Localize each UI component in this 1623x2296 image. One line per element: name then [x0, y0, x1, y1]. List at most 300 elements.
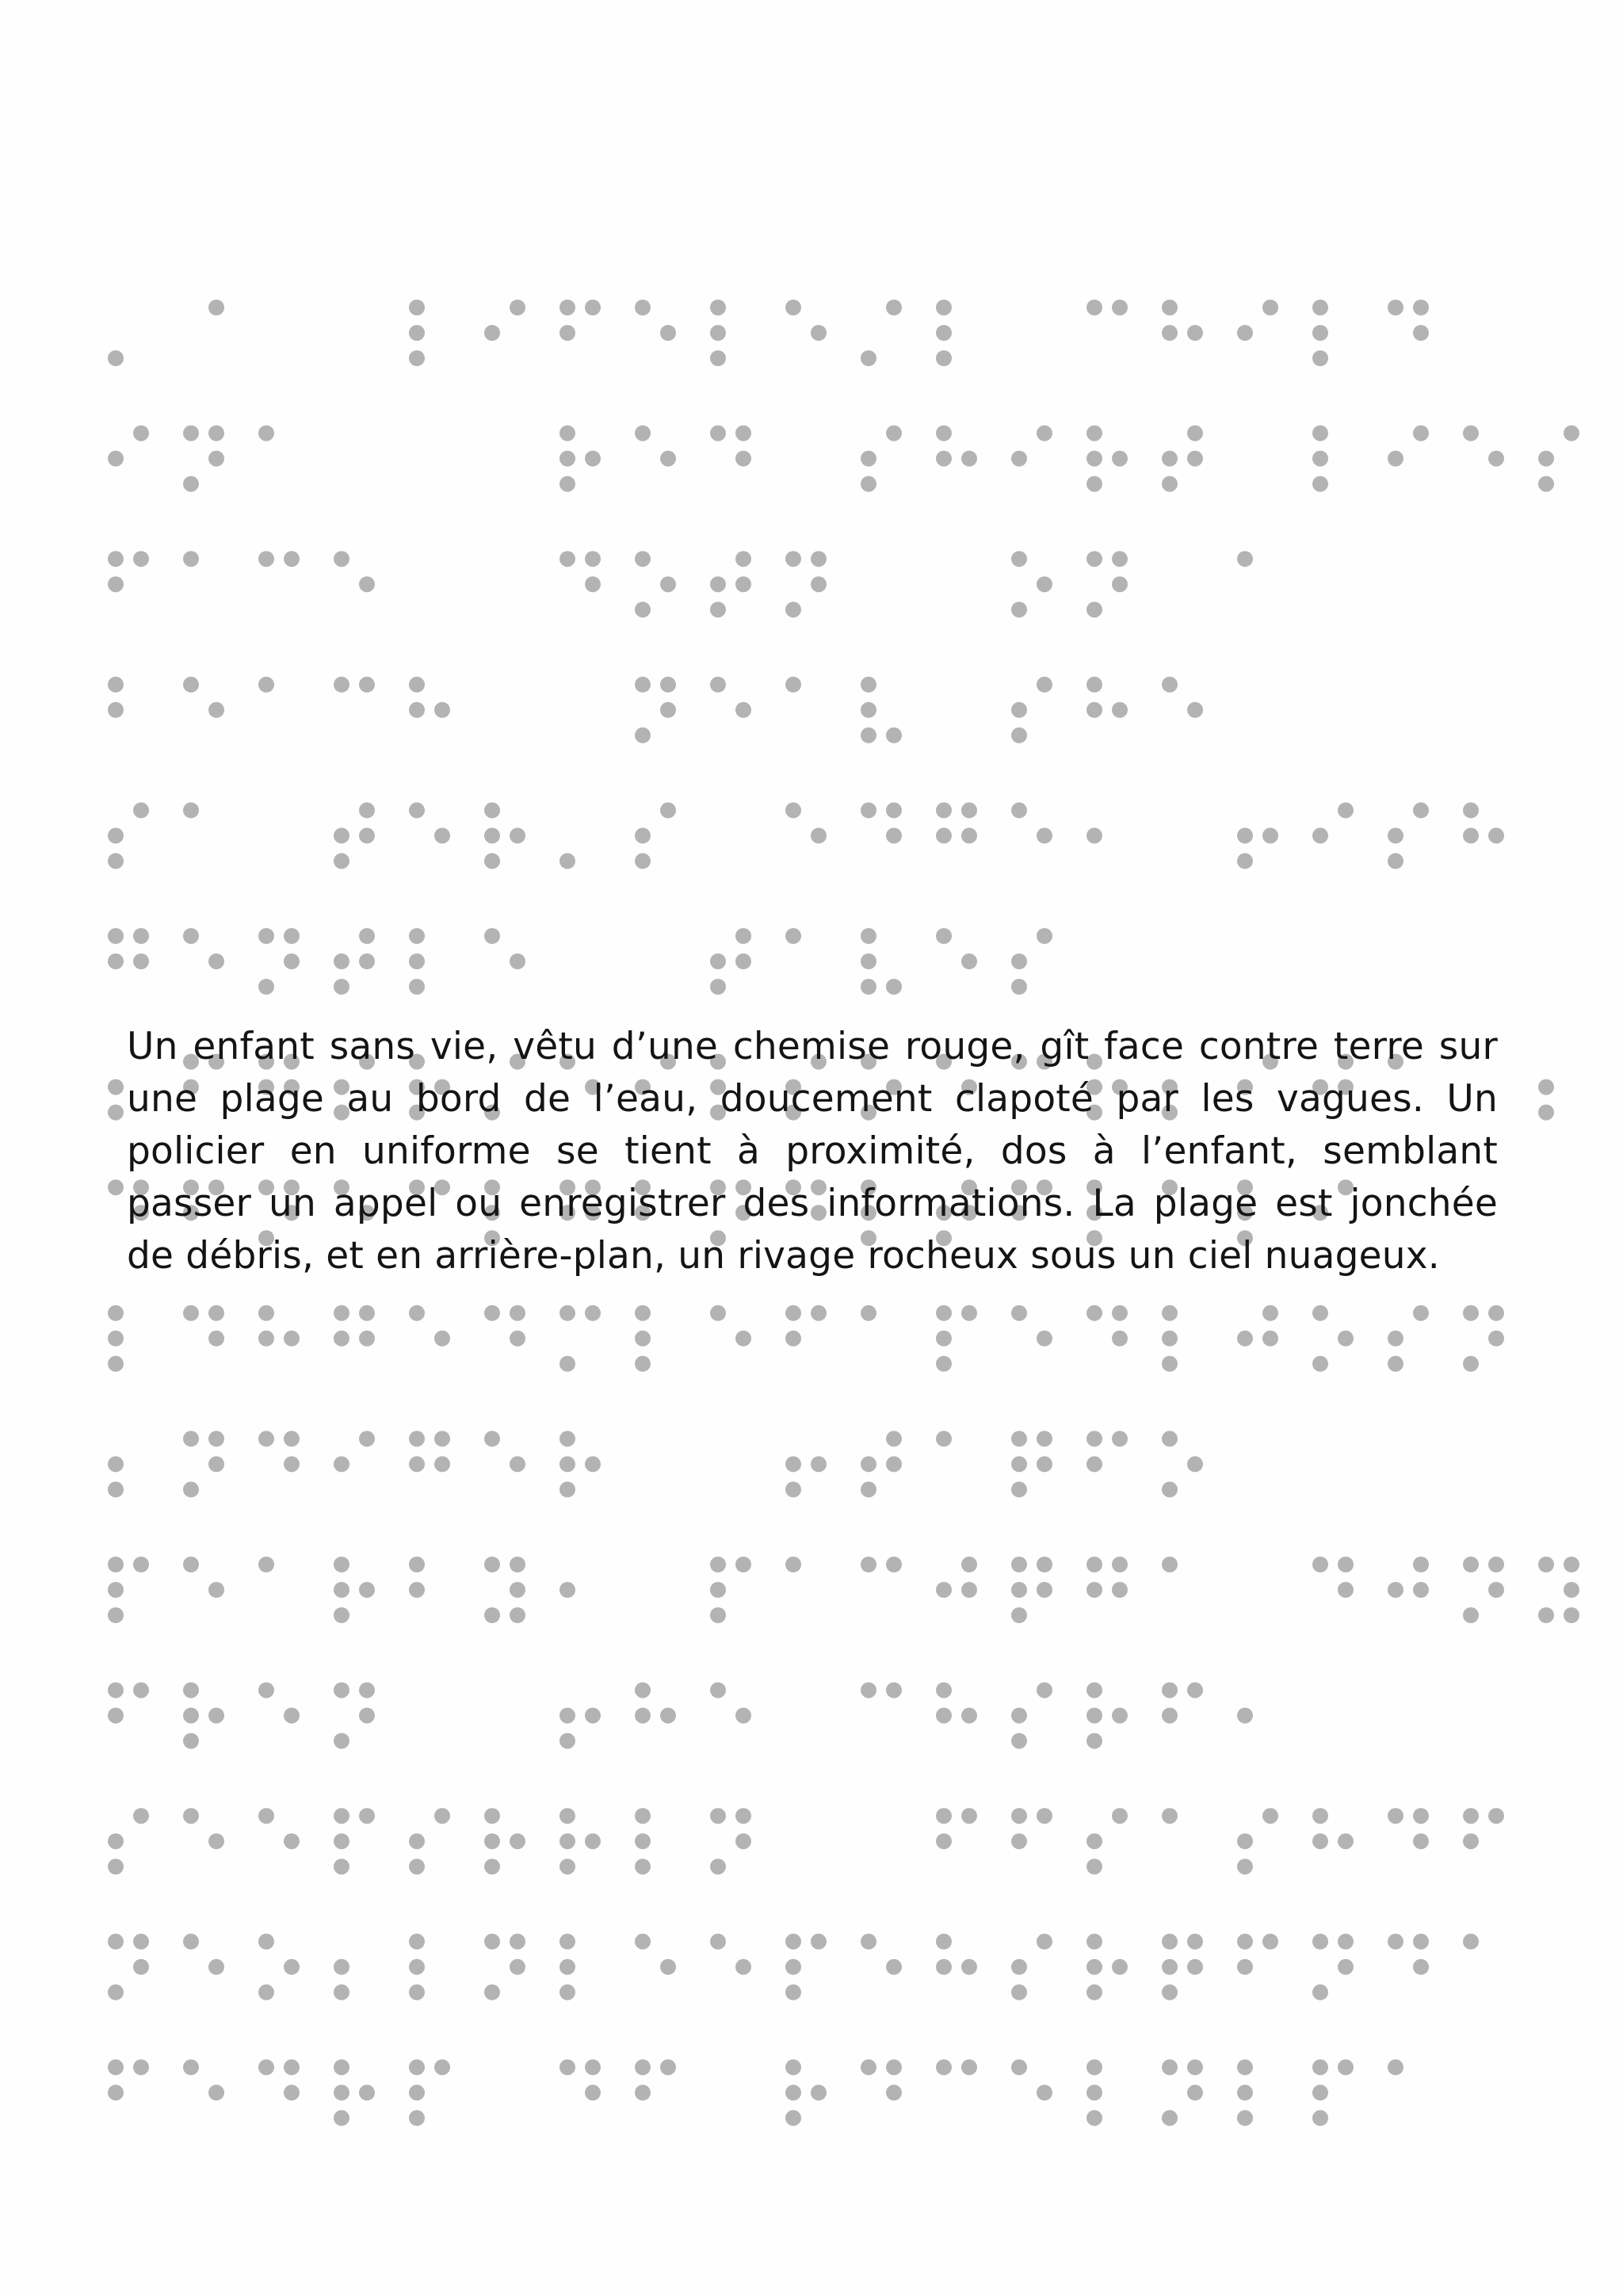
- braille-dot: [1011, 1959, 1027, 1975]
- braille-dot: [785, 1557, 801, 1572]
- braille-dot: [1388, 1934, 1403, 1950]
- braille-dot: [409, 702, 425, 718]
- braille-dot: [1262, 300, 1278, 315]
- braille-dot: [284, 1456, 300, 1472]
- braille-dot: [409, 1305, 425, 1321]
- braille-dot: [886, 802, 902, 818]
- braille-dot: [1037, 827, 1052, 843]
- braille-dot: [1338, 2059, 1354, 2075]
- braille-dot: [1463, 1833, 1479, 1849]
- braille-dot: [1112, 1708, 1128, 1724]
- braille-dot: [1463, 1557, 1479, 1572]
- braille-dot: [710, 953, 726, 969]
- braille-dot: [559, 551, 575, 567]
- braille-line: [108, 2059, 1403, 2126]
- braille-dot: [936, 1708, 952, 1724]
- braille-dot: [133, 1959, 149, 1975]
- braille-dot: [1086, 2084, 1102, 2100]
- braille-dot: [1488, 1331, 1504, 1347]
- braille-dot: [1037, 677, 1052, 693]
- braille-dot: [1011, 602, 1027, 617]
- braille-dot: [409, 1985, 425, 2000]
- braille-dot: [559, 1481, 575, 1497]
- braille-dot: [735, 451, 751, 467]
- braille-line: [108, 1557, 1579, 1623]
- braille-dot: [1463, 827, 1479, 843]
- braille-dot: [1011, 702, 1027, 718]
- braille-dot: [1338, 1833, 1354, 1849]
- braille-dot: [559, 1833, 575, 1849]
- braille-dot: [861, 2059, 876, 2075]
- braille-dot: [183, 2059, 199, 2075]
- braille-dot: [510, 1833, 525, 1849]
- braille-dot: [1037, 1557, 1052, 1572]
- braille-dot: [1086, 827, 1102, 843]
- braille-dot: [1388, 853, 1403, 869]
- braille-dot: [886, 1683, 902, 1698]
- braille-dot: [108, 576, 124, 592]
- braille-dot: [936, 1683, 952, 1698]
- braille-dot: [484, 325, 500, 341]
- braille-dot: [559, 325, 575, 341]
- braille-dot: [1413, 1305, 1429, 1321]
- braille-dot: [1388, 827, 1403, 843]
- braille-dot: [861, 350, 876, 366]
- braille-dot: [1312, 2084, 1328, 2100]
- braille-dot: [409, 953, 425, 969]
- braille-dot: [1413, 1959, 1429, 1975]
- braille-dot: [635, 728, 651, 743]
- braille-dot: [434, 1808, 450, 1824]
- braille-dot: [108, 1105, 124, 1121]
- braille-dot: [409, 1833, 425, 1849]
- braille-dot: [886, 300, 902, 315]
- braille-dot: [886, 1557, 902, 1572]
- braille-dot: [886, 1456, 902, 1472]
- braille-dot: [785, 1456, 801, 1472]
- braille-dot: [585, 551, 601, 567]
- braille-dot: [434, 1431, 450, 1446]
- braille-dot: [961, 1557, 977, 1572]
- braille-dot: [108, 2084, 124, 2100]
- braille-dot: [861, 1456, 876, 1472]
- braille-dot: [1086, 1959, 1102, 1975]
- braille-dot: [660, 2059, 676, 2075]
- braille-dot: [1112, 1959, 1128, 1975]
- braille-dot: [585, 1833, 601, 1849]
- braille-dot: [811, 551, 827, 567]
- braille-dot: [1086, 1557, 1102, 1572]
- braille-dot: [735, 1808, 751, 1824]
- braille-dot: [785, 551, 801, 567]
- braille-dot: [735, 576, 751, 592]
- braille-dot: [861, 1683, 876, 1698]
- braille-dot: [861, 451, 876, 467]
- braille-dot: [1086, 1708, 1102, 1724]
- braille-dot: [183, 1481, 199, 1497]
- braille-dot: [1413, 1934, 1429, 1950]
- braille-dot: [1037, 1331, 1052, 1347]
- braille-dot: [886, 979, 902, 995]
- braille-line: [108, 1934, 1479, 2000]
- braille-dot: [1237, 1934, 1253, 1950]
- braille-line: [108, 1305, 1504, 1372]
- braille-dot: [785, 802, 801, 818]
- braille-dot: [1086, 300, 1102, 315]
- braille-dot: [1187, 2059, 1203, 2075]
- braille-dot: [585, 2084, 601, 2100]
- braille-dot: [1011, 728, 1027, 743]
- braille-dot: [334, 1582, 349, 1598]
- braille-dot: [1187, 2084, 1203, 2100]
- braille-dot: [409, 2059, 425, 2075]
- braille-dot: [484, 827, 500, 843]
- braille-dot: [133, 1808, 149, 1824]
- braille-dot: [1388, 2059, 1403, 2075]
- braille-dot: [1011, 451, 1027, 467]
- braille-dot: [359, 928, 375, 944]
- braille-dot: [585, 576, 601, 592]
- braille-dot: [1162, 1808, 1178, 1824]
- braille-dot: [559, 1305, 575, 1321]
- braille-dot: [1338, 802, 1354, 818]
- braille-dot: [108, 551, 124, 567]
- braille-dot: [660, 325, 676, 341]
- braille-dot: [785, 677, 801, 693]
- braille-dot: [861, 728, 876, 743]
- braille-dot: [484, 802, 500, 818]
- braille-dot: [510, 1331, 525, 1347]
- braille-dot: [183, 802, 199, 818]
- braille-dot: [108, 1179, 124, 1195]
- braille-dot: [258, 677, 274, 693]
- braille-dot: [936, 300, 952, 315]
- braille-dot: [1538, 1557, 1554, 1572]
- braille-dot: [409, 677, 425, 693]
- braille-dot: [484, 1431, 500, 1446]
- braille-dot: [936, 1431, 952, 1446]
- braille-dot: [334, 953, 349, 969]
- braille-dot: [936, 1331, 952, 1347]
- braille-dot: [108, 1356, 124, 1372]
- braille-dot: [936, 827, 952, 843]
- braille-dot: [1037, 1456, 1052, 1472]
- braille-dot: [1237, 1833, 1253, 1849]
- braille-dot: [183, 1305, 199, 1321]
- braille-dot: [334, 2059, 349, 2075]
- braille-dot: [1086, 1859, 1102, 1874]
- braille-dot: [1086, 1934, 1102, 1950]
- braille-dot: [635, 551, 651, 567]
- braille-dot: [1037, 576, 1052, 592]
- braille-dot: [961, 1305, 977, 1321]
- braille-dot: [1037, 1431, 1052, 1446]
- braille-dot: [409, 1431, 425, 1446]
- braille-dot: [1187, 426, 1203, 441]
- braille-dot: [735, 1833, 751, 1849]
- braille-dot: [559, 1859, 575, 1874]
- braille-dot: [710, 1859, 726, 1874]
- braille-dot: [1011, 551, 1027, 567]
- braille-dot: [183, 1934, 199, 1950]
- braille-dot: [1312, 300, 1328, 315]
- braille-dot: [208, 1431, 224, 1446]
- braille-dot: [108, 1582, 124, 1598]
- braille-dot: [258, 1331, 274, 1347]
- braille-dot: [1312, 1934, 1328, 1950]
- braille-dot: [1086, 476, 1102, 492]
- braille-dot: [334, 1305, 349, 1321]
- braille-dot: [258, 1985, 274, 2000]
- braille-dot: [559, 2059, 575, 2075]
- braille-dot: [735, 1708, 751, 1724]
- braille-dot: [1237, 853, 1253, 869]
- braille-dot: [1011, 1557, 1027, 1572]
- braille-dot: [785, 1934, 801, 1950]
- braille-dot: [484, 1607, 500, 1623]
- braille-dot: [434, 2059, 450, 2075]
- braille-dot: [409, 2110, 425, 2126]
- braille-dot: [1162, 1356, 1178, 1372]
- braille-dot: [183, 476, 199, 492]
- braille-dot: [635, 677, 651, 693]
- braille-dot: [258, 1934, 274, 1950]
- braille-dot: [108, 1934, 124, 1950]
- braille-dot: [811, 325, 827, 341]
- braille-dot: [284, 1331, 300, 1347]
- braille-dot: [108, 1985, 124, 2000]
- braille-dot: [811, 576, 827, 592]
- braille-dot: [1086, 1431, 1102, 1446]
- braille-dot: [1162, 476, 1178, 492]
- braille-dot: [936, 350, 952, 366]
- braille-dot: [258, 1431, 274, 1446]
- braille-dot: [660, 802, 676, 818]
- braille-dot: [1312, 1305, 1328, 1321]
- braille-dot: [284, 1833, 300, 1849]
- braille-dot: [1187, 1959, 1203, 1975]
- braille-dot: [1011, 2059, 1027, 2075]
- braille-dot: [108, 1331, 124, 1347]
- braille-line: [108, 928, 1052, 995]
- braille-dot: [1237, 1331, 1253, 1347]
- braille-dot: [1162, 1985, 1178, 2000]
- braille-dot: [635, 426, 651, 441]
- braille-dot: [1011, 1431, 1027, 1446]
- braille-dot: [1086, 451, 1102, 467]
- braille-dot: [785, 1305, 801, 1321]
- braille-dot: [1237, 1959, 1253, 1975]
- braille-dot: [1463, 1934, 1479, 1950]
- braille-dot: [660, 1959, 676, 1975]
- braille-dot: [886, 1959, 902, 1975]
- braille-dot: [811, 1456, 827, 1472]
- braille-dot: [861, 1934, 876, 1950]
- braille-dot: [108, 1557, 124, 1572]
- braille-dot: [1112, 551, 1128, 567]
- braille-dot: [359, 1708, 375, 1724]
- braille-dot: [284, 953, 300, 969]
- braille-dot: [359, 827, 375, 843]
- braille-dot: [559, 1733, 575, 1749]
- braille-dot: [108, 350, 124, 366]
- braille-dot: [484, 1305, 500, 1321]
- braille-dot: [961, 451, 977, 467]
- braille-dot: [1112, 702, 1128, 718]
- braille-dot: [1086, 1582, 1102, 1598]
- braille-dot: [635, 1833, 651, 1849]
- braille-dot: [183, 677, 199, 693]
- braille-dot: [208, 300, 224, 315]
- braille-dot: [1011, 1456, 1027, 1472]
- braille-dot: [133, 2059, 149, 2075]
- braille-dot: [559, 1959, 575, 1975]
- braille-dot: [1312, 325, 1328, 341]
- braille-dot: [1262, 1305, 1278, 1321]
- braille-dot: [183, 1431, 199, 1446]
- braille-dot: [334, 827, 349, 843]
- braille-dot: [1112, 1305, 1128, 1321]
- braille-dot: [1463, 426, 1479, 441]
- braille-dot: [1011, 1808, 1027, 1824]
- braille-dot: [710, 1934, 726, 1950]
- braille-dot: [359, 1683, 375, 1698]
- braille-dot: [1463, 1607, 1479, 1623]
- braille-dot: [635, 853, 651, 869]
- braille-dot: [585, 451, 601, 467]
- braille-dot: [108, 928, 124, 944]
- braille-dot: [1162, 2110, 1178, 2126]
- braille-dot: [936, 1356, 952, 1372]
- braille-dot: [1112, 300, 1128, 315]
- braille-dot: [108, 1833, 124, 1849]
- braille-dot: [936, 1833, 952, 1849]
- braille-dot: [484, 1934, 500, 1950]
- braille-dot: [1162, 1557, 1178, 1572]
- braille-dot: [133, 953, 149, 969]
- braille-dot: [936, 1582, 952, 1598]
- braille-dot: [961, 802, 977, 818]
- braille-dot: [635, 1356, 651, 1372]
- braille-dot: [936, 2059, 952, 2075]
- braille-dot: [785, 1481, 801, 1497]
- braille-dot: [1086, 1456, 1102, 1472]
- braille-dot: [1187, 451, 1203, 467]
- braille-dot: [936, 325, 952, 341]
- braille-dot: [936, 928, 952, 944]
- braille-dot: [108, 1607, 124, 1623]
- braille-dot: [1037, 426, 1052, 441]
- braille-dot: [735, 1959, 751, 1975]
- braille-dot: [409, 2084, 425, 2100]
- braille-dot: [1011, 802, 1027, 818]
- image-description-text: Un enfant sans vie, vêtu d’une chemise rouge, gît face contre terre sur une plage au bord de l’eau, doucement clapoté par les vagues. Un policier en uniforme se tient à proximité, dos à l’enfant, semblant passer un appel ou enregistrer des informations. La plage est jonchée de débris, et en arrière-plan, un rivage rocheux sous un ciel nuageux.: [127, 1025, 1498, 1278]
- braille-dot: [635, 2084, 651, 2100]
- braille-dot: [861, 702, 876, 718]
- braille-dot: [108, 1305, 124, 1321]
- braille-dot: [635, 602, 651, 617]
- braille-dot: [108, 827, 124, 843]
- braille-dot: [208, 1833, 224, 1849]
- braille-dot: [183, 1683, 199, 1698]
- braille-dot: [785, 2084, 801, 2100]
- braille-dot: [1011, 953, 1027, 969]
- braille-dot: [409, 1557, 425, 1572]
- braille-dot: [1538, 1105, 1554, 1121]
- braille-dot: [735, 702, 751, 718]
- braille-dot: [1086, 602, 1102, 617]
- braille-dot: [1037, 928, 1052, 944]
- braille-dot: [635, 827, 651, 843]
- braille-dot: [133, 1557, 149, 1572]
- braille-dot: [108, 853, 124, 869]
- braille-dot: [208, 1959, 224, 1975]
- braille-dot: [1388, 1331, 1403, 1347]
- braille-dot: [1037, 1582, 1052, 1598]
- braille-dot: [284, 928, 300, 944]
- braille-dot: [559, 1582, 575, 1598]
- braille-dot: [133, 928, 149, 944]
- braille-dot: [183, 1557, 199, 1572]
- braille-dot: [409, 928, 425, 944]
- braille-dot: [484, 853, 500, 869]
- braille-dot: [1388, 300, 1403, 315]
- braille-dot: [208, 1456, 224, 1472]
- braille-dot: [1312, 350, 1328, 366]
- braille-dot: [559, 1808, 575, 1824]
- braille-dot: [359, 576, 375, 592]
- braille-dot: [434, 827, 450, 843]
- braille-dot: [1237, 2110, 1253, 2126]
- braille-dot: [735, 551, 751, 567]
- braille-dot: [108, 677, 124, 693]
- braille-dot: [1112, 1431, 1128, 1446]
- braille-dot: [635, 1683, 651, 1698]
- braille-dot: [359, 953, 375, 969]
- braille-dot: [1488, 451, 1504, 467]
- braille-dot: [1162, 1934, 1178, 1950]
- braille-dot: [258, 1683, 274, 1698]
- braille-dot: [334, 1607, 349, 1623]
- braille-dot: [334, 1733, 349, 1749]
- braille-dot: [1262, 1934, 1278, 1950]
- braille-dot: [1086, 1733, 1102, 1749]
- braille-dot: [559, 853, 575, 869]
- braille-dot: [710, 325, 726, 341]
- braille-dot: [1564, 1557, 1579, 1572]
- braille-dot: [961, 953, 977, 969]
- braille-dot: [334, 1456, 349, 1472]
- braille-dot: [258, 551, 274, 567]
- braille-dot: [133, 426, 149, 441]
- braille-dot: [208, 953, 224, 969]
- braille-dot: [1011, 1607, 1027, 1623]
- braille-dot: [334, 1331, 349, 1347]
- braille-dot: [510, 1557, 525, 1572]
- braille-dot: [559, 476, 575, 492]
- braille-dot: [861, 1305, 876, 1321]
- braille-dot: [1086, 1833, 1102, 1849]
- braille-dot: [1162, 1331, 1178, 1347]
- braille-dot: [409, 325, 425, 341]
- braille-dot: [409, 802, 425, 818]
- braille-dot: [1112, 1808, 1128, 1824]
- braille-dot: [1463, 1356, 1479, 1372]
- braille-dot: [735, 928, 751, 944]
- braille-dot: [1488, 1305, 1504, 1321]
- braille-dot: [1338, 1582, 1354, 1598]
- braille-dot: [1162, 1305, 1178, 1321]
